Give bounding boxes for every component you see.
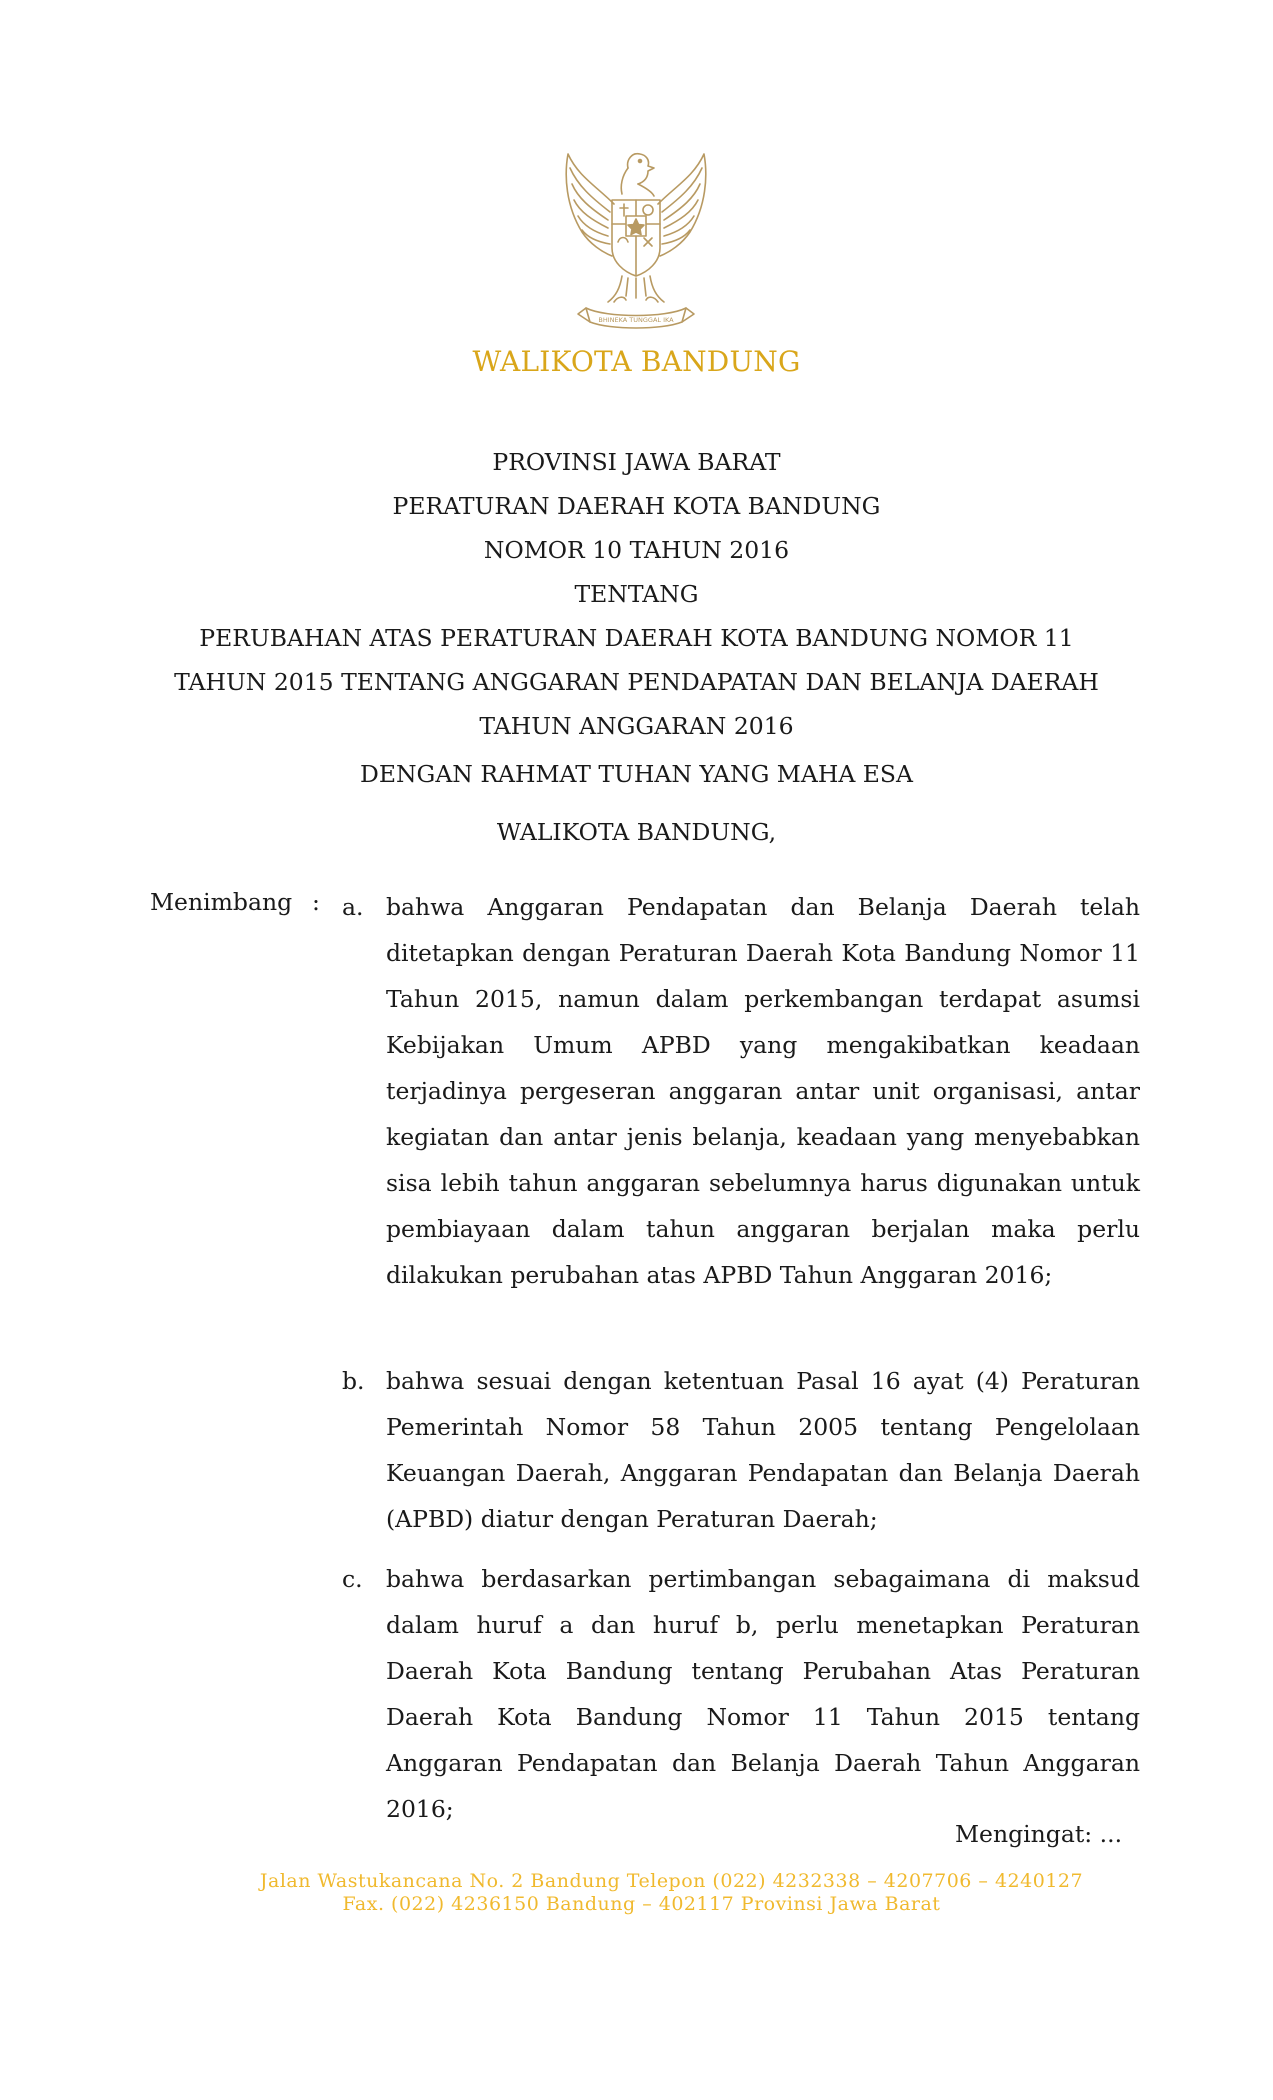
page-continuation: Mengingat: ... bbox=[955, 1820, 1123, 1848]
emblem-motto: BHINEKA TUNGGAL IKA bbox=[598, 316, 674, 324]
item-text: bahwa berdasarkan pertimbangan sebagaimana di maksud dalam huruf a dan huruf b, perlu menetapkan Peraturan Daerah Kota Bandung tentang Perubahan Atas Peraturan Daerah Kota Bandung Nomor 11 Tahun 2015 tentang Anggaran Pendapatan dan Belanja Daerah Tahun Anggaran 2016; bbox=[386, 1565, 1140, 1823]
subject-line-3: TAHUN ANGGARAN 2016 bbox=[479, 712, 794, 740]
footer-line-2: Fax. (022) 4236150 Bandung – 402117 Provinsi Jawa Barat bbox=[342, 1893, 941, 1915]
footer-line-1: Jalan Wastukancana No. 2 Bandung Telepon (022) 4232338 – 4207706 – 4240127 bbox=[259, 1870, 1084, 1892]
item-marker: a. bbox=[342, 893, 364, 921]
province-line: PROVINSI JAWA BARAT bbox=[492, 448, 781, 476]
consideration-item-b bbox=[342, 1358, 1140, 1542]
regulation-line: PERATURAN DAERAH KOTA BANDUNG bbox=[392, 492, 881, 520]
footer-address bbox=[0, 1870, 1273, 1916]
subject-line-2: TAHUN 2015 TENTANG ANGGARAN PENDAPATAN DAN BELANJA DAERAH bbox=[174, 668, 1099, 696]
consideration-item-c bbox=[342, 1556, 1140, 1832]
item-text: bahwa Anggaran Pendapatan dan Belanja Daerah telah ditetapkan dengan Peraturan Daerah Kota Bandung Nomor 11 Tahun 2015, namun dalam perkembangan terdapat asumsi Kebijakan Umum APBD yang mengakibatkan keadaan terjadinya pergeseran anggaran antar unit organisasi, antar kegiatan dan antar jenis belanja, keadaan yang menyebabkan sisa lebih tahun anggaran sebelumnya harus digunakan untuk pembiayaan dalam tahun anggaran berjalan maka perlu dilakukan perubahan atas APBD Tahun Anggaran 2016; bbox=[386, 893, 1140, 1289]
garuda-emblem-icon bbox=[556, 146, 716, 336]
invocation-mayor: WALIKOTA BANDUNG, bbox=[496, 818, 777, 846]
item-marker: c. bbox=[342, 1565, 363, 1593]
about-line: TENTANG bbox=[574, 580, 699, 608]
menimbang-colon: : bbox=[312, 888, 320, 916]
subject-line-1: PERUBAHAN ATAS PERATURAN DAERAH KOTA BANDUNG NOMOR 11 bbox=[199, 624, 1074, 652]
regulation-number: NOMOR 10 TAHUN 2016 bbox=[483, 536, 790, 564]
item-text: bahwa sesuai dengan ketentuan Pasal 16 ayat (4) Peraturan Pemerintah Nomor 58 Tahun 2005 tentang Pengelolaan Keuangan Daerah, Anggaran Pendapatan dan Belanja Daerah (APBD) diatur dengan Peraturan Daerah; bbox=[386, 1367, 1140, 1533]
consideration-item-a bbox=[342, 884, 1140, 1298]
regulation-title-block bbox=[0, 440, 1273, 748]
menimbang-label: Menimbang bbox=[150, 888, 293, 916]
item-marker: b. bbox=[342, 1367, 365, 1395]
mayor-heading: WALIKOTA BANDUNG bbox=[472, 345, 801, 378]
invocation-grace: DENGAN RAHMAT TUHAN YANG MAHA ESA bbox=[359, 760, 914, 788]
